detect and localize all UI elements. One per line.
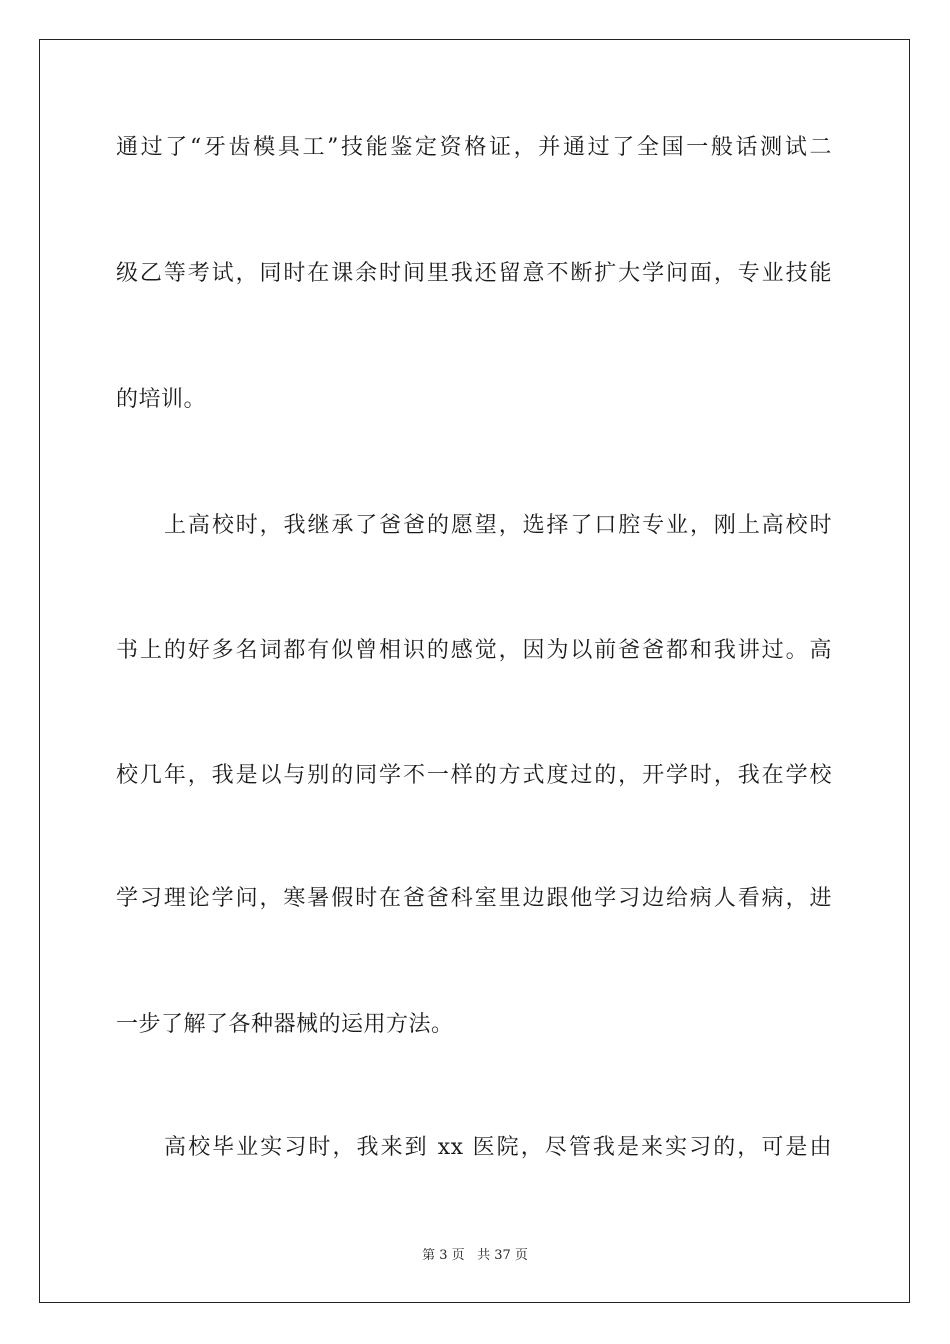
- page-total: 共 37 页: [477, 1248, 528, 1263]
- page-footer: [0, 1247, 950, 1265]
- body-line-3: 的培训。: [116, 387, 207, 412]
- body-line-7: 学习理论学问，寒暑假时在爸爸科室里边跟他学习边给病人看病，进: [116, 886, 832, 911]
- page-border: [39, 39, 910, 1303]
- body-line-1: 通过了“牙齿模具工”技能鉴定资格证，并通过了全国一般话测试二: [116, 135, 832, 160]
- body-line-8: 一步了解了各种器械的运用方法。: [116, 1012, 454, 1037]
- body-line-9: 高校毕业实习时，我来到 xx 医院，尽管我是来实习的，可是由: [164, 1135, 832, 1160]
- body-line-5: 书上的好多名词都有似曾相识的感觉，因为以前爸爸都和我讲过。高: [116, 638, 832, 663]
- body-line-4: 上高校时，我继承了爸爸的愿望，选择了口腔专业，刚上高校时: [164, 513, 832, 538]
- body-line-6: 校几年，我是以与别的同学不一样的方式度过的，开学时，我在学校: [116, 763, 832, 788]
- page-number: 第 3 页: [422, 1248, 465, 1263]
- body-line-2: 级乙等考试，同时在课余时间里我还留意不断扩大学问面，专业技能: [116, 261, 832, 286]
